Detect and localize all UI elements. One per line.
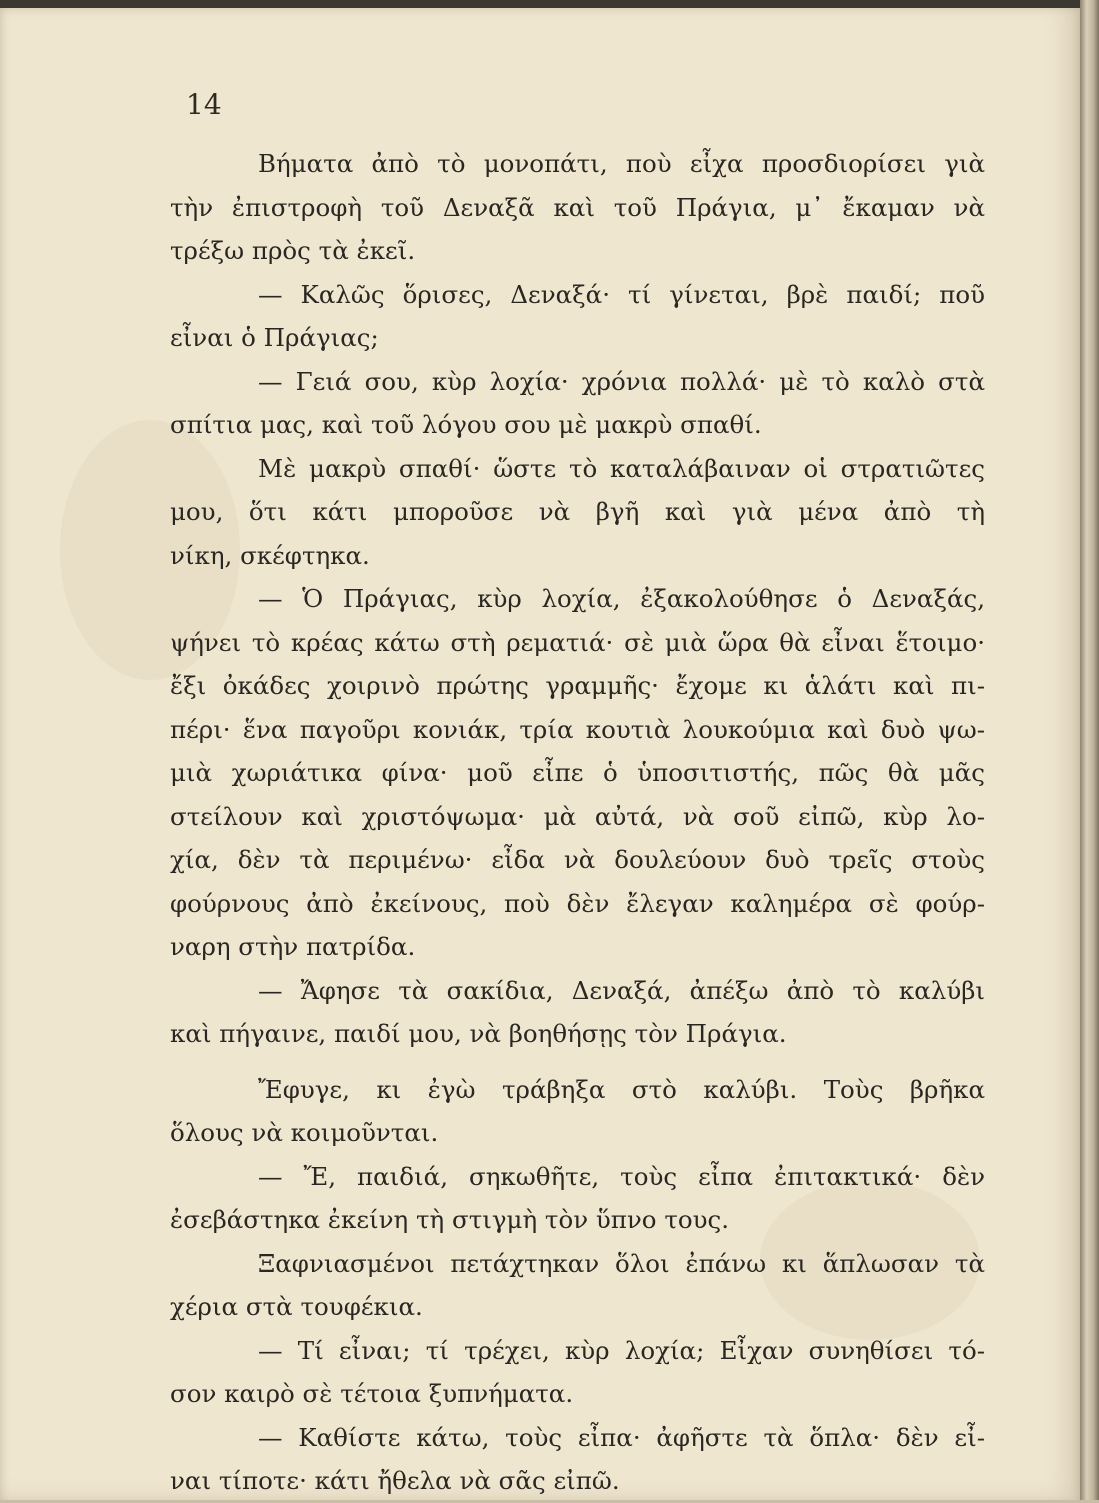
book-page-edge: [1080, 0, 1099, 1500]
text-line: Ξαφνιασμένοι πετάχτηκαν ὅλοι ἐπάνω κι ἅπλωσαν τὰ: [258, 1248, 985, 1278]
text-line: Ἔφυγε, κι ἐγὼ τράβηξα στὸ καλύβι. Τοὺς βρῆκα: [258, 1074, 985, 1104]
text-line: σον καιρὸ σὲ τέτοια ξυπνήματα.: [170, 1379, 574, 1408]
text-line: στείλουν καὶ χριστόψωμα· μὰ αὐτά, νὰ σοῦ εἰπῶ, κὺρ λο-: [170, 801, 985, 831]
text-line: ναρη στὴν πατρίδα.: [170, 932, 416, 961]
text-line: Βήματα ἀπὸ τὸ μονοπάτι, ποὺ εἶχα προσδιορίσει γιὰ: [258, 149, 985, 178]
text-line: ναι τίποτε· κάτι ἤθελα νὰ σᾶς εἰπῶ.: [170, 1466, 620, 1495]
text-line: πέρι· ἕνα παγοῦρι κονιάκ, τρία κουτιὰ λουκούμια καὶ δυὸ ψω-: [170, 714, 985, 744]
text-line: τρέξω πρὸς τὰ ἐκεῖ.: [170, 236, 416, 265]
text-line: μιὰ χωριάτικα φίνα· μοῦ εἶπε ὁ ὑποσιτιστής, πῶς θὰ μᾶς: [170, 758, 985, 787]
text-line: — Ἄφησε τὰ σακίδια, Δεναξά, ἀπέξω ἀπὸ τὸ καλύβι: [258, 975, 985, 1005]
text-line: ἔξι ὀκάδες χοιρινὸ πρώτης γραμμῆς· ἔχομε κι ἁλάτι καὶ πι-: [170, 671, 985, 700]
text-line: ὅλους νὰ κοιμοῦνται.: [170, 1118, 439, 1147]
page-number: 14: [186, 88, 222, 121]
text-line: — Καλῶς ὅρισες, Δεναξά· τί γίνεται, βρὲ παιδί; ποῦ: [258, 279, 985, 309]
body-text: [170, 142, 985, 1503]
text-line: — Καθίστε κάτω, τοὺς εἶπα· ἀφῆστε τὰ ὅπλα· δὲν εἶ-: [258, 1422, 985, 1452]
paragraph-gap: [170, 1056, 985, 1068]
text-line: ἐσεβάστηκα ἐκείνη τὴ στιγμὴ τὸν ὕπνο τους.: [170, 1205, 730, 1234]
text-line: σπίτια μας, καὶ τοῦ λόγου σου μὲ μακρὺ σπαθί.: [170, 410, 762, 439]
text-line: Μὲ μακρὺ σπαθί· ὥστε τὸ καταλάβαιναν οἱ στρατιῶτες: [258, 453, 985, 483]
text-line: φούρνους ἀπὸ ἐκείνους, ποὺ δὲν ἔλεγαν καλημέρα σὲ φούρ-: [170, 888, 985, 918]
text-line: — Ἔ, παιδιά, σηκωθῆτε, τοὺς εἶπα ἐπιτακτικά· δὲν: [258, 1161, 985, 1191]
text-line: χία, δὲν τὰ περιμένω· εἶδα νὰ δουλεύουν δυὸ τρεῖς στοὺς: [170, 845, 985, 874]
text-line: καὶ πήγαινε, παιδί μου, νὰ βοηθήσῃς τὸν Πράγια.: [170, 1019, 787, 1048]
text-line: τὴν ἐπιστροφὴ τοῦ Δεναξᾶ καὶ τοῦ Πράγια, μ᾽ ἔκαμαν νὰ: [170, 192, 985, 222]
text-line: χέρια στὰ τουφέκια.: [170, 1292, 423, 1321]
text-line: — Ὁ Πράγιας, κὺρ λοχία, ἐξακολούθησε ὁ Δεναξάς,: [258, 584, 985, 613]
text-line: — Τί εἶναι; τί τρέχει, κὺρ λοχία; Εἶχαν συνηθίσει τό-: [258, 1335, 985, 1365]
text-line: νίκη, σκέφτηκα.: [170, 540, 370, 570]
text-line: μου, ὅτι κάτι μποροῦσε νὰ βγῆ καὶ γιὰ μένα ἀπὸ τὴ: [170, 497, 985, 526]
text-line: εἶναι ὁ Πράγιας;: [170, 323, 379, 352]
text-line: ψήνει τὸ κρέας κάτω στὴ ρεματιά· σὲ μιὰ ὥρα θὰ εἶναι ἕτοιμο·: [170, 627, 985, 657]
text-line: — Γειά σου, κὺρ λοχία· χρόνια πολλά· μὲ τὸ καλὸ στὰ: [258, 366, 985, 396]
scan-top-edge: [0, 0, 1080, 8]
